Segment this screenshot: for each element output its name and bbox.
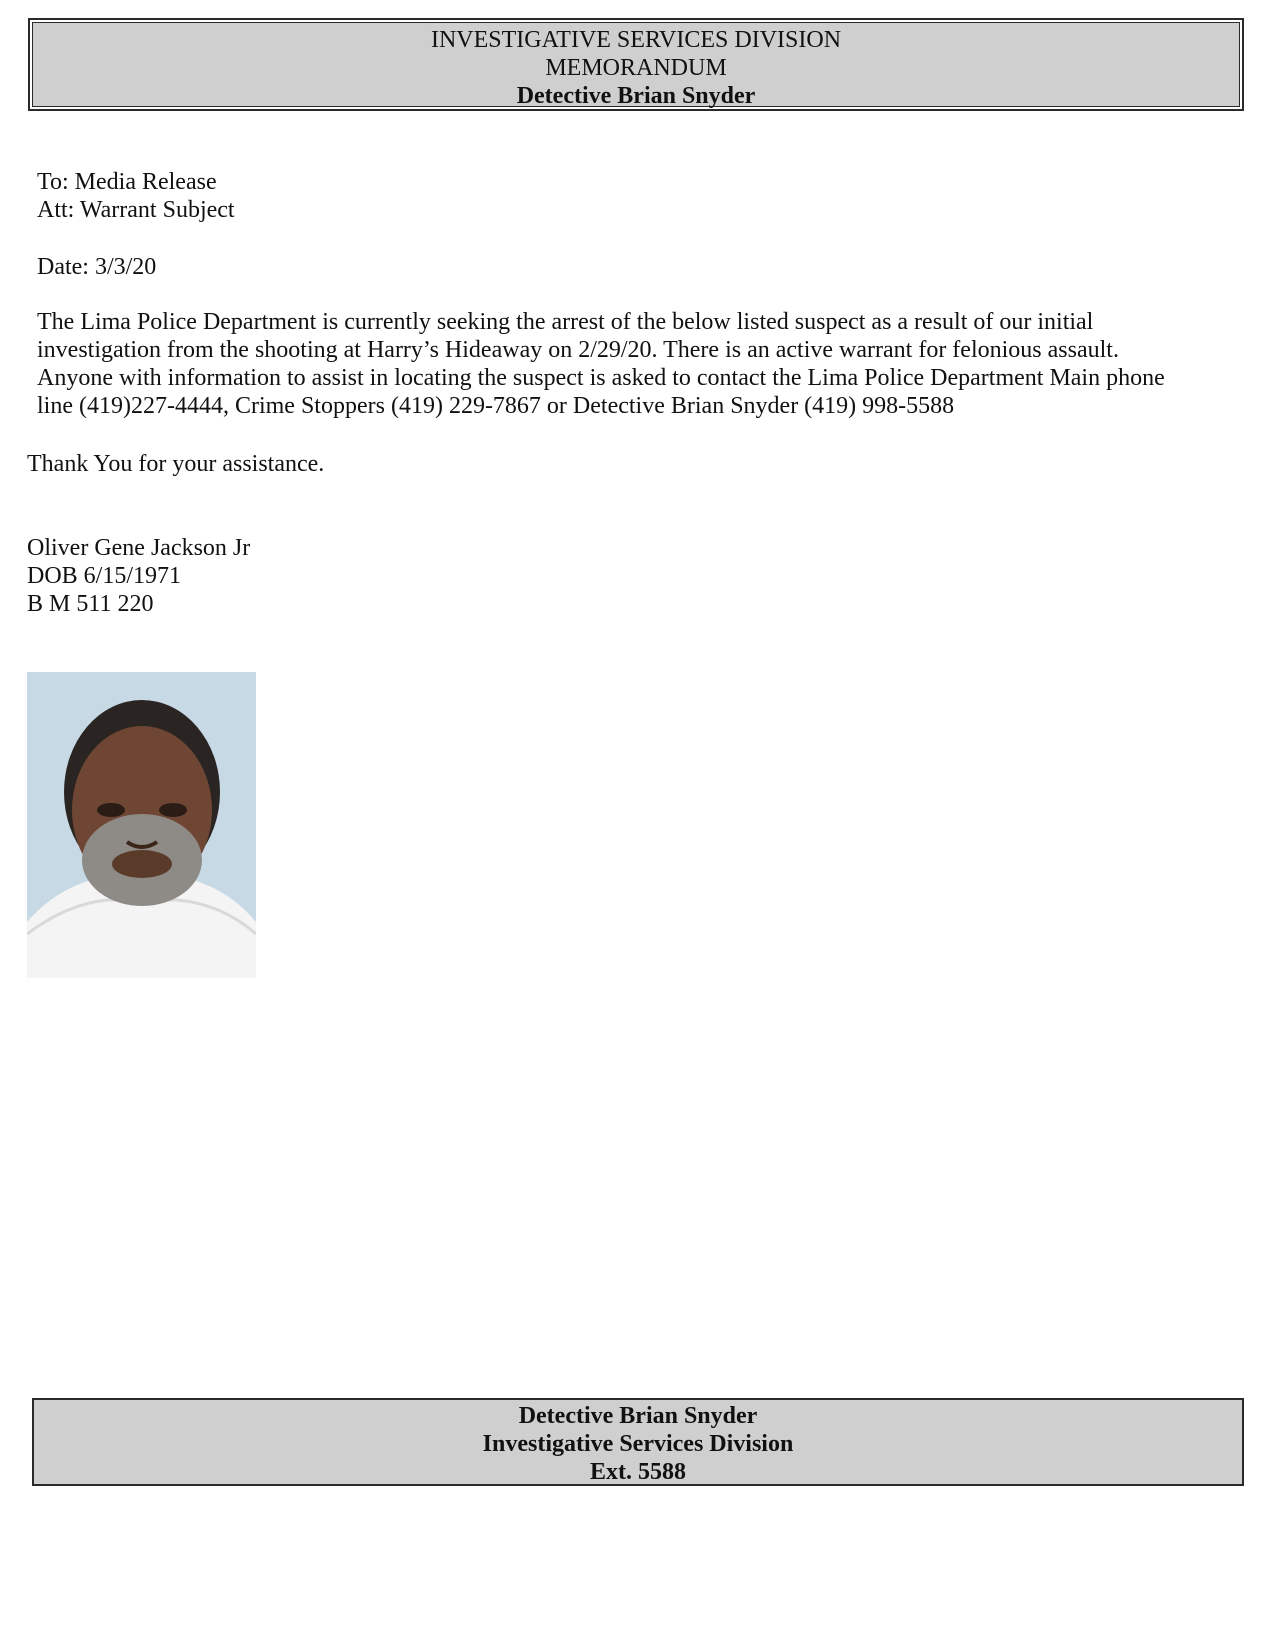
memo-body-line: line (419)227-4444, Crime Stoppers (419) 229-7867 or Detective Brian Snyder (419) 998-5588 bbox=[37, 393, 955, 419]
suspect-descriptors: B M 511 220 bbox=[27, 591, 154, 617]
memo-header bbox=[28, 18, 1244, 111]
suspect-photo-portrait bbox=[27, 672, 256, 978]
memo-to: To: Media Release bbox=[37, 169, 217, 195]
footer-ext: Ext. 5588 bbox=[590, 1459, 686, 1485]
suspect-dob: DOB 6/15/1971 bbox=[27, 563, 182, 589]
memo-att: Att: Warrant Subject bbox=[37, 197, 235, 223]
header-author: Detective Brian Snyder bbox=[516, 83, 756, 109]
header-doc-type: MEMORANDUM bbox=[545, 55, 727, 81]
memo-header-inner bbox=[32, 22, 1240, 107]
memo-thanks: Thank You for your assistance. bbox=[27, 451, 325, 477]
memo-body-line: The Lima Police Department is currently seeking the arrest of the below listed suspect as a result of our initial bbox=[37, 309, 1094, 335]
footer-name: Detective Brian Snyder bbox=[518, 1403, 758, 1429]
memo-body bbox=[37, 308, 1237, 420]
memo-date: Date: 3/3/20 bbox=[37, 254, 157, 280]
memo-body-line: Anyone with information to assist in locating the suspect is asked to contact the Lima Police Department Main phone bbox=[37, 365, 1165, 391]
memo-body-line: investigation from the shooting at Harry’s Hideaway on 2/29/20. There is an active warrant for felonious assault. bbox=[37, 337, 1119, 363]
suspect-name: Oliver Gene Jackson Jr bbox=[27, 535, 251, 561]
suspect-photo bbox=[27, 672, 256, 978]
memo-footer bbox=[32, 1398, 1244, 1486]
header-division: INVESTIGATIVE SERVICES DIVISION bbox=[430, 27, 842, 53]
footer-division: Investigative Services Division bbox=[482, 1431, 794, 1457]
